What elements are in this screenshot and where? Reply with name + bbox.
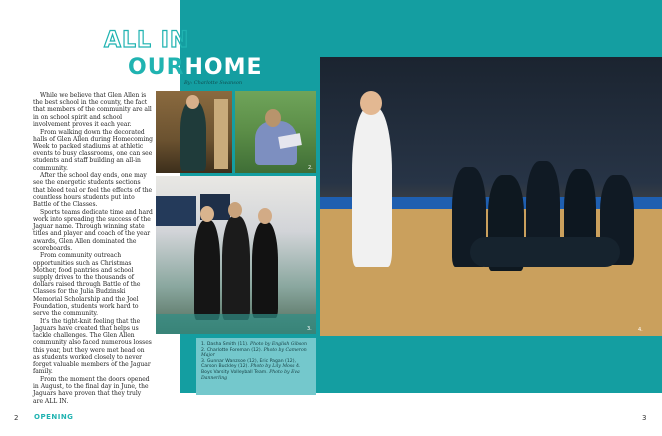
left-page-number: 2 (14, 414, 19, 422)
caption-3: 3. Gunnar Wanzsoe (12), Eric Pagan (12), Carson Buckley (12). Photo by Lily Moss 4. Boys Varsity Volleyball Team. Photo by Eva Dannerling (201, 358, 301, 381)
photo-3-students-running (156, 176, 316, 334)
caption-1: 1. Dasha Smith (11). Photo by English Gibson (201, 342, 307, 347)
photo-4-number: 4. (638, 327, 643, 333)
headline-word-home: HOME (184, 55, 263, 80)
body-paragraph: It's the tight-knit feeling that the Jaguars have created that helps us tackle challenges. The Glen Allen community also faced numerous losses this year, but they were met head on as students worked closely to never forget valuable members of the Jaguar family. (33, 317, 152, 376)
photo-1-student-hallway (156, 91, 232, 173)
body-paragraph: From the moment the doors opened in August, to the final day in June, the Jaguars have proven that they truly are ALL IN. (33, 375, 150, 405)
byline: By: Charlotte Swanson (184, 80, 243, 86)
right-page-number: 3 (642, 414, 647, 422)
photo-captions (196, 338, 316, 395)
body-copy (33, 92, 153, 405)
photo-4-volleyball-celebration (320, 57, 662, 336)
caption-2: 2. Charlotte Foreman (12). Photo by Cameron Major (201, 347, 307, 359)
headline-line-2 (128, 55, 263, 80)
body-paragraph: While we believe that Glen Allen is the best school in the county, the fact that members of the community are all in on school spirit and school involvement proves it each year. (33, 92, 152, 128)
section-label: OPENING (34, 413, 74, 421)
photo-2-student-on-grass (235, 91, 316, 173)
body-paragraph: From community outreach opportunities such as Christmas Mother, food pantries and school supply drives to the thousands of dollars raised through Battle of the Classes for the Julia Budzinski Memorial Scholarship and the Joel Foundation, students work hard to serve the community. (33, 252, 141, 318)
headline-line-1: ALL IN (104, 28, 190, 53)
body-paragraph: Sports teams dedicate time and hard work into spreading the success of the Jaguar name. Through winning state titles and player and coach of the year awards, Glen Allen dominated the scoreboards. (33, 208, 153, 252)
headline-word-our: OUR (128, 55, 185, 80)
photo-2-number: 2. (308, 165, 313, 171)
photo-3-number: 3. (307, 326, 312, 332)
body-paragraph: After the school day ends, one may see the energetic students sections that bleed teal or feel the effects of the countless hours students put into Battle of the Classes. (33, 172, 153, 209)
body-paragraph: From walking down the decorated halls of Glen Allen during Homecoming Week to packed stadiums at athletic events to busy classrooms, one can see students and staff building an all-in community. (33, 128, 154, 172)
